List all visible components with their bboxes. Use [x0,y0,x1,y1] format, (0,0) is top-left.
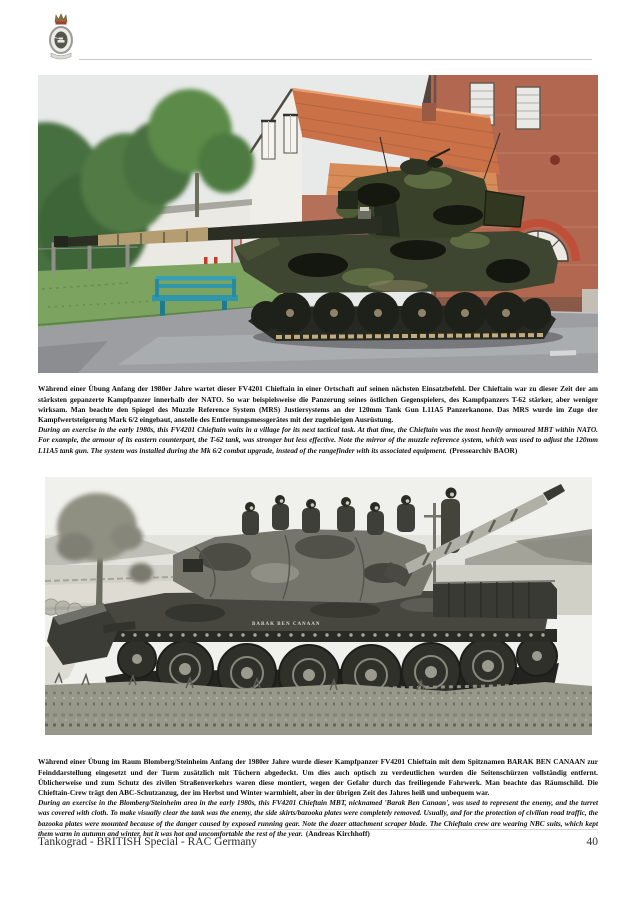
stowage-bin [433,581,557,619]
shuttered-window [516,87,540,129]
gable-window [283,115,298,153]
caption-photo2 [38,757,598,839]
caption-photo1-credit: (Pressearchiv BAOR) [449,445,518,455]
facade-ornament [550,155,560,165]
muzzle [54,236,68,247]
caption-photo2-english: During an exercise in the Blomberg/Steinheim area in the early 1980s, this FV4201 Chieftain MBT, nicknamed 'Barak Ben Canaan', was used to represent the enemy, and the turret was covered with cloth. To make visually clear the tank was the enemy, the side skirts/bazooka plates were completely removed. Usually, and for the protection of civilian road traffic, the bazooka plates were mounted because of the danger caused by exposed running gear. Note the dozer attachment scraper blade. The Chieftain crew are wearing NBC suits, which kept them warm in autumn and winter, but it was hot and uncomfortable the rest of the year. [38,798,598,838]
caption-photo2-german: Während einer Übung im Raum Blomberg/Steinheim Anfang der 1980er Jahre wurde dieser Kampfpanzer FV4201 Chieftain mit dem Spitznamen BARAK BEN CANAAN zur Feinddarstellung eingesetzt und der Turm zusätzlich mit Tüchern abgedeckt. Um dies auch optisch zu verdeutlichen wurden die Seitenschürzen vollständig entfernt. Üblicherweise und zum Schutz des zivilen Straßenverkehrs waren diese montiert, wegen der Gefahr durch das freiliegende Fahrwerk. Man beachte das Räumschild. Die Chieftain-Crew trägt den ABC-Schutzanzug, der im Herbst und Winter warmhielt, aber in der übrigen Zeit des Jahres heiß und unbequem war. [38,757,598,797]
page-number: 40 [586,836,598,848]
caption-photo2-credit: (Andreas Kirchhoff) [305,828,370,838]
turret-plate [183,559,203,572]
header-rule [79,59,592,60]
stowage-basket [484,191,524,227]
caption-photo1-german: Während einer Übung Anfang der 1980er Jahre wartet dieser FV4201 Chieftain in einer Ortschaft auf seinen nächsten Einsatzbefehl. Der Chieftain war zu dieser Zeit der am stärksten gepanzerte Kampfpanzer innerhalb der NATO. So war beispielsweise die Panzerung seines östlichen Gegenspielers, des Kampfpanzers T-62 stärker, aber weniger wirksam. Man beachte den Spiegel des Muzzle Reference System (MRS) Justiersystems an der 120mm Tank Gun L11A5 Panzerkanone. Das MRS wurde im Zuge der Kampfwertsteigerung Mark 6/2 eingebaut, anstelle des Entfernungsmessgerätes mit der zugehörigen Ausrüstung. [38,384,598,424]
photo-chieftain-barak-ben-canaan [45,477,592,735]
crest-tank-hull [58,40,65,43]
hull-name-marking: BARAK BEN CANAAN [252,622,321,627]
royal-armoured-corps-crest-icon [46,13,76,63]
mrs-mirror [360,207,369,211]
road-marking [550,350,576,356]
crest-crown-band [56,22,67,25]
searchlight [338,191,358,209]
tree-trunk [195,173,199,217]
footer-rule [38,829,598,830]
gable-window [261,121,276,159]
page-footer [38,836,598,848]
commander-cupola [400,159,432,175]
caption-photo1-english: During an exercise in the early 1980s, this FV4201 Chieftain waits in a village for its next tactical task. At that time, the Chieftain was the most heavily armoured MBT within NATO. For example, the armour of its eastern counterpart, the T-62 tank, was stronger but less effective. Note the mirror of the muzzle reference system, which was used to adjust the 120mm L11A5 tank gun. The system was installed during the Mk 6/2 combat upgrade, instead of the rangefinder with its associated equipment. [38,425,598,455]
chimney [422,103,436,121]
caption-photo1 [38,384,598,455]
crest-crown [55,14,67,22]
footer-title: Tankograd - BRITISH Special - RAC Germany [38,836,257,848]
crest-tank-turret [59,38,63,40]
photo-chieftain-village [38,75,598,373]
